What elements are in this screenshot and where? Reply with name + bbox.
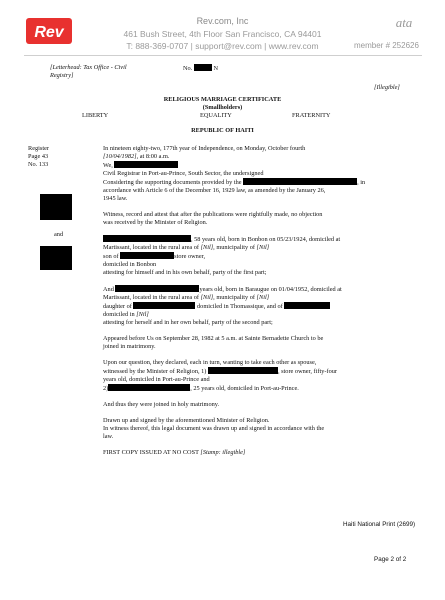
paragraph-appearance: Appeared before Us on September 28, 1982 at 5 a.m. at Sainte Bernadette Church to be joined in matrimony. [103, 335, 324, 350]
redaction [194, 64, 212, 71]
motto-fraternity: FRATERNITY [292, 112, 331, 119]
motto-equality: EQUALITY [200, 112, 232, 119]
redaction [284, 302, 330, 309]
redaction [208, 367, 278, 374]
paragraph-second-party: And years old, born in Baraugue on 01/04/1952, domiciled at Martissant, located in the rural area of [Nil], municipality of [Nil] daughter of domiciled in Thomassique, and of domiciled in [Nil] attesting for herself and in her own behalf, party of the second part; [103, 286, 342, 326]
paragraph-witness: Witness, record and attest that after the publications were rightfully made, no objection was received by the Minister of Religion. [103, 211, 323, 226]
paragraph-copy-issued: FIRST COPY ISSUED AT NO COST [Stamp: illegible] [103, 449, 246, 456]
redaction [120, 252, 174, 259]
republic-heading: REPUBLIC OF HAITI [191, 127, 254, 134]
redaction [103, 235, 191, 242]
header-divider [24, 55, 422, 56]
motto-liberty: LIBERTY [82, 112, 109, 119]
redaction [40, 194, 72, 220]
redaction [108, 384, 190, 391]
ata-logo [388, 15, 420, 31]
paragraph-declaration: Upon our question, they declared, each in turn, wanting to take each other as spouse, witnessed by the Minister of Religion, 1) , store owner, fifty-four years old, domiciled in Port-au-Prince and 2) , 25 years old, domiciled in Port-au-Prince. [103, 359, 337, 392]
redaction [133, 302, 195, 309]
redaction [40, 246, 72, 270]
redaction [114, 161, 178, 168]
page-number: Page 2 of 2 [374, 556, 407, 563]
register-info: Register Page 43 No. 133 [28, 145, 49, 168]
svg-text:ata: ata [395, 15, 413, 30]
letterhead-note: [Letterhead: Tax Office - Civil Registry] [50, 64, 127, 79]
certificate-number: No. N [183, 65, 218, 72]
paragraph-first-party: , 58 years old, born in Bonbon on 05/23/1924, domiciled at Martissant, located in the rural area of [Nil], municipality of [Nil] son of store owner, domiciled in Bonbon attesting for himself and in his own behalf, party of the first part; [103, 236, 341, 276]
and-label: and [54, 231, 64, 238]
redaction [243, 178, 357, 185]
paragraph-matrimony: And thus they were joined in holy matrimony. [103, 401, 220, 408]
print-note: Haiti National Print (2699) [343, 521, 416, 528]
company-contact: T: 888-369-0707 | support@rev.com | www.rev.com [126, 41, 319, 51]
certificate-subtitle: (Smallholders) [202, 104, 243, 111]
company-name: Rev.com, Inc [196, 16, 249, 26]
illegible-note: [Illegible] [374, 84, 400, 91]
member-number: member # 252626 [354, 41, 419, 50]
redaction [115, 285, 199, 292]
body-text [103, 145, 365, 457]
certificate-title: RELIGIOUS MARRIAGE CERTIFICATE [163, 96, 282, 103]
svg-text:Rev: Rev [34, 24, 64, 41]
company-address: 461 Bush Street, 4th Floor San Francisco, CA 94401 [123, 29, 322, 39]
paragraph-opening: In nineteen eighty-two, 177th year of Independence, on Monday, October fourth [10/04/1982], at 8:00 a.m. We, Civil Registrar in Port-au-Prince, South Sector, the undersigned Considering the supporting documents provided by the , in accordance with Article 6 of the December 16, 1929 law, as amended by the January 26, 1945 law. [103, 145, 366, 202]
paragraph-signature: Drawn up and signed by the aforementioned Minister of Religion. In witness thereof, this legal document was drawn up and signed in accordance with the law. [103, 417, 325, 440]
